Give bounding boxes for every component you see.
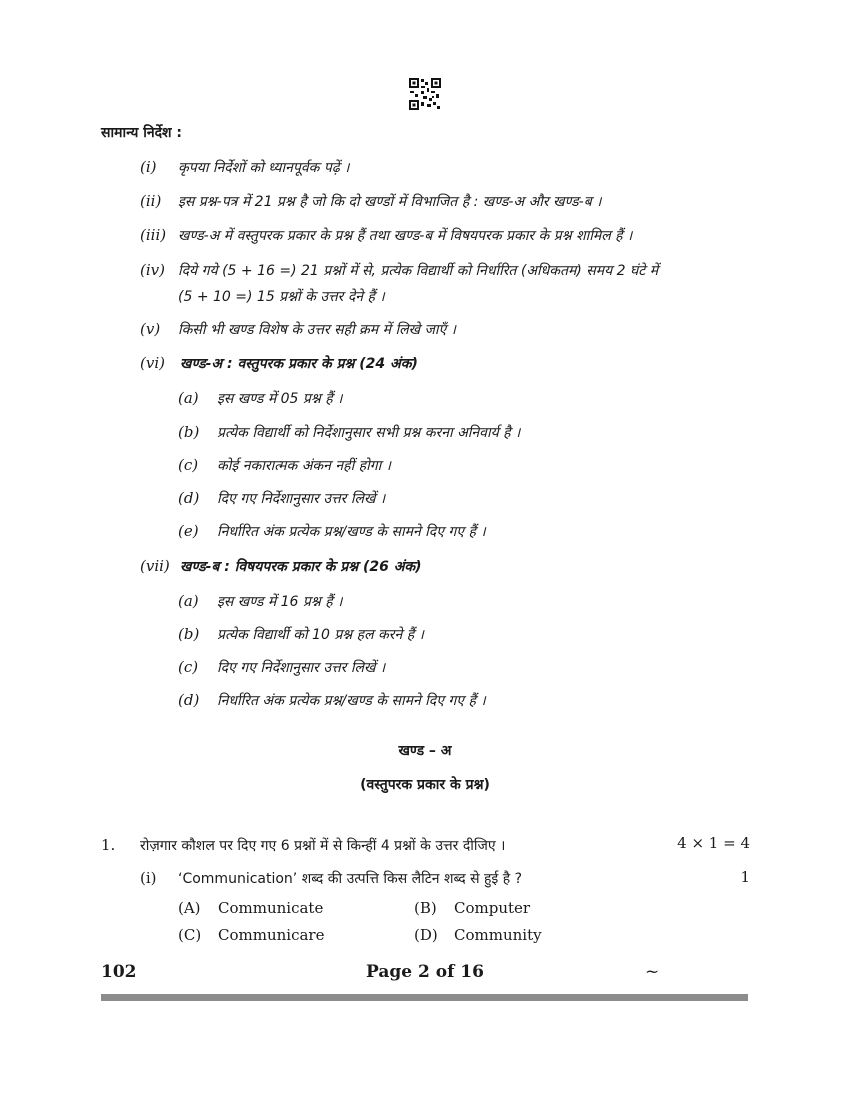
subitem-label: (c) (178, 658, 199, 676)
section-title: खण्ड – अ (398, 743, 452, 759)
instruction-text: इस प्रश्न-पत्र में 21 प्रश्न है जो कि दो खण्डों में विभाजित है : खण्ड-अ और खण्ड-ब । (178, 194, 602, 210)
option-text: Communicare (218, 926, 325, 944)
instruction-number: (vi) (140, 354, 165, 372)
option-text: Computer (454, 899, 531, 917)
footer-bar (101, 994, 748, 1001)
subquestion-text: ‘Communication’ शब्द की उत्पत्ति किस लैटिन शब्द से हुई है ? (178, 871, 523, 887)
subitem-text: निर्धारित अंक प्रत्येक प्रश्न/खण्ड के सामने दिए गए हैं । (217, 524, 486, 540)
section-b-instruction-heading: खण्ड-ब : विषयपरक प्रकार के प्रश्न (26 अंक) (180, 559, 422, 575)
qr-code-icon (409, 78, 441, 110)
instruction-text: दिये गये (5 + 16 =) 21 प्रश्नों में से, प्रत्येक विद्यार्थी को निर्धारित (अधिकतम) समय 2 घंटे में (178, 263, 659, 279)
question-text: रोज़गार कौशल पर दिए गए 6 प्रश्नों में से किन्हीं 4 प्रश्नों के उत्तर दीजिए । (140, 838, 506, 854)
option-label: (A) (178, 899, 201, 917)
instruction-number: (i) (140, 158, 157, 176)
subitem-label: (c) (178, 456, 199, 474)
subitem-text: इस खण्ड में 16 प्रश्न हैं । (217, 594, 343, 610)
subquestion-marks: 1 (740, 868, 750, 886)
instruction-number: (iii) (140, 226, 167, 244)
option-label: (C) (178, 926, 202, 944)
paper-code: 102 (101, 962, 137, 982)
instruction-number: (v) (140, 320, 161, 338)
subitem-label: (e) (178, 522, 199, 540)
subitem-text: दिए गए निर्देशानुसार उत्तर लिखें । (217, 491, 386, 507)
subitem-text: कोई नकारात्मक अंकन नहीं होगा । (217, 458, 391, 474)
option-text: Communicate (218, 899, 324, 917)
subquestion-number: (i) (140, 869, 157, 887)
subitem-label: (d) (178, 489, 200, 507)
instruction-text-continued: (5 + 10 =) 15 प्रश्नों के उत्तर देने हैं । (178, 289, 385, 305)
subitem-text: इस खण्ड में 05 प्रश्न हैं । (217, 391, 343, 407)
subitem-label: (b) (178, 625, 200, 643)
instruction-text: खण्ड-अ में वस्तुपरक प्रकार के प्रश्न हैं तथा खण्ड-ब में विषयपरक प्रकार के प्रश्न शामिल हैं । (178, 228, 633, 244)
section-a-instruction-heading: खण्ड-अ : वस्तुपरक प्रकार के प्रश्न (24 अंक) (180, 356, 418, 372)
instruction-text: कृपया निर्देशों को ध्यानपूर्वक पढ़ें । (178, 160, 350, 176)
question-number: 1. (101, 836, 116, 854)
page-number: Page 2 of 16 (366, 962, 484, 982)
general-instructions-title: सामान्य निर्देश : (101, 125, 183, 141)
subitem-text: प्रत्येक विद्यार्थी को 10 प्रश्न हल करने हैं । (217, 627, 424, 643)
option-label: (D) (414, 926, 438, 944)
subitem-label: (a) (178, 389, 199, 407)
subitem-label: (a) (178, 592, 199, 610)
instruction-number: (ii) (140, 192, 162, 210)
question-marks: 4 × 1 = 4 (677, 834, 750, 852)
subitem-label: (b) (178, 423, 200, 441)
footer-mark: ~ (645, 962, 660, 982)
instruction-text: किसी भी खण्ड विशेष के उत्तर सही क्रम में लिखे जाएँ । (178, 322, 456, 338)
subitem-text: दिए गए निर्देशानुसार उत्तर लिखें । (217, 660, 386, 676)
instruction-number: (iv) (140, 261, 165, 279)
section-subtitle: (वस्तुपरक प्रकार के प्रश्न) (360, 777, 490, 793)
subitem-label: (d) (178, 691, 200, 709)
option-text: Community (454, 926, 542, 944)
subitem-text: प्रत्येक विद्यार्थी को निर्देशानुसार सभी प्रश्न करना अनिवार्य है । (217, 425, 521, 441)
instruction-number: (vii) (140, 557, 170, 575)
subitem-text: निर्धारित अंक प्रत्येक प्रश्न/खण्ड के सामने दिए गए हैं । (217, 693, 486, 709)
option-label: (B) (414, 899, 437, 917)
